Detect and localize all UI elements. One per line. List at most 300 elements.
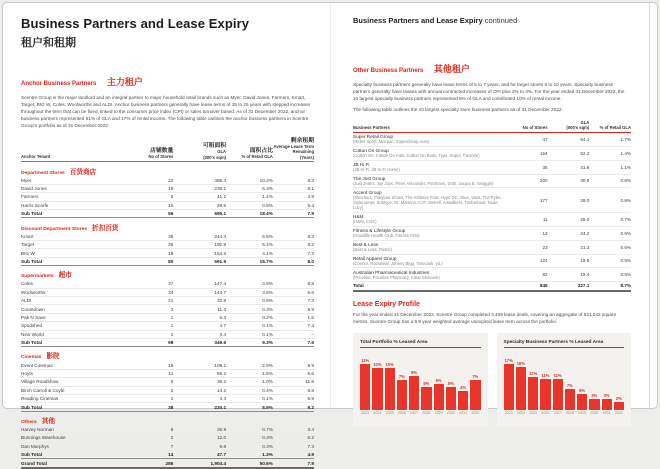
subtotal-row — [21, 257, 314, 265]
subtotal-row — [21, 338, 314, 346]
x-axis-label: 2029 — [578, 411, 587, 416]
specialty-partners-chart — [497, 333, 632, 427]
tenant-name: ALDI — [21, 297, 132, 305]
value-years: 8.3 — [273, 233, 314, 241]
value-stores: 80 — [132, 257, 173, 265]
section-label-en: Cinemas — [21, 355, 42, 361]
anchor-table-header — [21, 134, 314, 162]
table-row — [353, 213, 631, 227]
chart-bar-group — [470, 353, 480, 415]
value-pct: 4.1% — [226, 249, 273, 257]
value-pct: 0.3% — [226, 305, 273, 313]
tenant-name: BIG W — [21, 249, 132, 257]
bar-value-label: 17% — [504, 357, 513, 363]
value-gla: 4.7 — [173, 322, 226, 330]
value-stores: 23 — [509, 240, 548, 254]
tenant-name: Harris Scarfe — [21, 201, 132, 209]
x-axis-label: 2028 — [565, 411, 574, 416]
section-label-zh: 其他 — [41, 417, 55, 425]
value-pct: 0.8% — [226, 201, 273, 209]
value-pct: 8.7% — [589, 282, 631, 291]
tenant-name: Dan Murphys — [21, 442, 132, 450]
partner-name: Best & Less — [353, 241, 379, 247]
value-years: 8.0 — [273, 257, 314, 265]
chart-bar — [553, 379, 563, 410]
table-row — [21, 249, 314, 257]
value-years: 8.2 — [273, 240, 314, 248]
partner-brands: (Priceline, Priceline Pharmacy, Clear Skincare) — [353, 274, 440, 280]
chart-bar — [385, 368, 395, 410]
value-gla: 12.0 — [173, 434, 226, 442]
value-stores: 92 — [509, 268, 548, 282]
value-gla: 386.3 — [173, 177, 226, 185]
x-axis-label: 2024 — [373, 411, 382, 416]
section-label — [21, 218, 314, 233]
bar-value-label: 7% — [398, 373, 405, 379]
specialty-paragraph-2: The following table outlines the 10 largest specialty store business partners as of 31 December 2022: — [353, 107, 563, 113]
value-pct: 50.6% — [226, 459, 273, 468]
anchor-table-body — [21, 162, 314, 468]
value-stores: 21 — [132, 297, 173, 305]
value-pct: 0.1% — [226, 322, 273, 330]
anchor-intro-paragraph: Scentre Group is the major landlord and an integral partner to major household retail brands such as Myer, David Jones, Farmers, Kmart, Target, BIG W, Coles, Woolworths and ALDI. Anchor business partners generally have lease terms of 15 to 25 years with stepped increases throughout the term that can be fixed, linked to the consumer price index (CPI) or sales turnover based. As of 31 December 2022, anchor business partners represented 51% of GLA and 17% of rental income. The following table outlines the anchor business partners in Scentre Group's portfolio as of 31 December 2022: — [21, 95, 311, 129]
table-row — [21, 369, 314, 377]
value-stores: 154 — [509, 146, 548, 160]
report-spread — [2, 2, 658, 466]
value-years: 6.6 — [273, 288, 314, 296]
value-stores: 35 — [509, 160, 548, 174]
table-row — [21, 177, 314, 185]
bar-value-label: 16% — [516, 360, 525, 366]
value-stores: 1 — [132, 330, 173, 338]
value-stores: 124 — [509, 254, 548, 268]
chart-bar — [458, 391, 468, 410]
value-years: 8.8 — [273, 386, 314, 394]
partner-cell — [353, 213, 509, 227]
value-stores: 35 — [132, 233, 173, 241]
bar-value-label: 12% — [529, 370, 538, 376]
value-years: 7.3 — [273, 442, 314, 450]
partner-name: H&M — [353, 214, 364, 220]
value-gla: 349.6 — [173, 338, 226, 346]
section-label-zh: 折扣百货 — [92, 224, 119, 232]
bar-value-label: 11% — [361, 357, 370, 363]
section-label-en: Supermarkets — [21, 274, 54, 280]
table-row — [21, 305, 314, 313]
table-row — [353, 133, 631, 147]
tenant-name: Sub Total — [21, 403, 132, 411]
value-pct: 5.9% — [226, 403, 273, 411]
value-gla: 244.4 — [173, 233, 226, 241]
chart-bar — [434, 384, 444, 410]
x-axis-label: 2024 — [516, 411, 525, 416]
value-stores: 10 — [132, 201, 173, 209]
tenant-name: Sub Total — [21, 451, 132, 459]
value-pct: 1.7% — [589, 133, 631, 147]
value-pct: 0.3% — [226, 442, 273, 450]
x-axis-label: 2030 — [590, 411, 599, 416]
partner-cell — [353, 268, 509, 282]
value-gla: 47.7 — [173, 451, 226, 459]
x-axis-label: 2028 — [422, 411, 431, 416]
value-years: 9.2 — [273, 403, 314, 411]
table-row — [21, 361, 314, 369]
tenant-name: New World — [21, 330, 132, 338]
x-axis-label: 2027 — [553, 411, 562, 416]
total-row — [353, 282, 631, 291]
value-stores: 1 — [132, 394, 173, 402]
value-gla: 147.4 — [173, 280, 226, 288]
value-years: 4.9 — [273, 451, 314, 459]
specialty-table-header — [353, 119, 631, 132]
table-row — [21, 313, 314, 321]
value-pct: 0.9% — [226, 297, 273, 305]
value-stores: 177 — [509, 188, 548, 213]
value-pct: 5.1% — [226, 240, 273, 248]
value-stores: 5 — [132, 426, 173, 434]
value-gla: 24.2 — [548, 226, 590, 240]
bar-value-label: 5% — [579, 387, 586, 393]
value-gla: 6.3 — [173, 313, 226, 321]
value-gla: 9.8 — [173, 442, 226, 450]
value-gla: 41.2 — [173, 193, 226, 201]
value-pct: 0.4% — [226, 386, 273, 394]
chart-bar-group — [458, 353, 468, 415]
header-gla: GLA (000's sqm) — [566, 120, 590, 131]
partner-cell — [353, 226, 509, 240]
value-pct: 18.4% — [226, 210, 273, 218]
value-gla: 25.0 — [548, 213, 590, 227]
value-stores: 47 — [509, 133, 548, 147]
x-axis-label: 2023 — [504, 411, 513, 416]
chart-bar — [397, 380, 407, 410]
value-gla: 38.2 — [173, 378, 226, 386]
value-stores: 2 — [132, 434, 173, 442]
value-stores: 34 — [132, 288, 173, 296]
section-label-en: Department Stores — [21, 170, 65, 176]
bar-value-label: 5% — [447, 380, 454, 386]
chart-bar-group — [577, 353, 587, 415]
value-years: – — [273, 330, 314, 338]
section-label-zh: 其他租户 — [433, 64, 470, 74]
table-row — [21, 386, 314, 394]
bar-value-label: 5% — [423, 380, 430, 386]
tenant-name: Sub Total — [21, 257, 132, 265]
chart-bar — [504, 364, 514, 410]
lease-expiry-paragraph: For the year ended 31 December 2022, Scentre Group completed 3,409 lease deals, covering an aggregate of 531,042 square metres. Scentre Group has a 5.8 year weighted average unexpired lease term across the portfolio. — [353, 311, 617, 324]
partner-cell — [353, 188, 509, 213]
chart-bar — [540, 379, 550, 410]
value-pct: 0.8% — [589, 188, 631, 213]
partner-brands: (Just Jeans, Jay Jays, Peter Alexander, Portmans, Dotti, Jacqui E, Smiggle) — [353, 180, 494, 186]
continued-header-suffix: continued — [484, 16, 518, 25]
value-pct: 0.7% — [589, 213, 631, 227]
chart-bar-group — [516, 353, 526, 415]
chart-bar-group — [360, 353, 370, 415]
chart-bar-group — [589, 353, 599, 415]
value-gla: 64.1 — [548, 133, 590, 147]
table-row — [353, 268, 631, 282]
subtotal-row — [21, 403, 314, 411]
partner-cell — [353, 146, 509, 160]
table-row — [353, 160, 631, 174]
chart-bar — [528, 377, 538, 410]
partner-brands: (JB Hi Fi, JB Hi Fi Home) — [353, 166, 400, 172]
header-no-of-stores: No of Stores — [522, 125, 548, 131]
value-pct: 1.4% — [589, 146, 631, 160]
chart-bar — [421, 387, 431, 410]
value-pct: 0.3% — [226, 434, 273, 442]
tenant-name: Target — [21, 240, 132, 248]
value-years: 4.9 — [273, 193, 314, 201]
value-gla: 14.2 — [173, 386, 226, 394]
bar-value-label: 3% — [591, 392, 598, 398]
value-stores: 98 — [132, 338, 173, 346]
section-label-en: Anchor Business Partners — [21, 81, 97, 87]
table-row — [21, 201, 314, 209]
chart-bar-group — [540, 353, 550, 415]
section-label-en: Other Business Partners — [353, 68, 424, 74]
table-row — [353, 226, 631, 240]
value-pct: 6.3% — [226, 184, 273, 192]
value-gla: 30.6 — [548, 174, 590, 188]
table-row — [21, 193, 314, 201]
section-label-en: Others — [21, 419, 37, 425]
chart-bar-group — [385, 353, 395, 415]
value-gla: 41.8 — [548, 160, 590, 174]
value-stores: 845 — [509, 282, 548, 291]
x-axis-label: 2025 — [385, 411, 394, 416]
x-axis-label: 2032 — [471, 411, 480, 416]
tenant-name: Bunnings Warehouse — [21, 434, 132, 442]
left-page — [3, 3, 330, 466]
total-portfolio-chart — [353, 333, 488, 427]
partner-name: The Just Group — [353, 175, 386, 181]
table-row — [353, 254, 631, 268]
section-label-zh: 影院 — [46, 353, 60, 361]
chart-bar — [470, 380, 480, 410]
table-row — [21, 426, 314, 434]
value-years: 6.2 — [273, 434, 314, 442]
value-pct: 9.3% — [226, 338, 273, 346]
value-pct: 0.6% — [589, 226, 631, 240]
value-stores: 286 — [132, 459, 173, 468]
value-years: 7.3 — [273, 297, 314, 305]
partner-name: Retail Apparel Group — [353, 255, 397, 261]
chart-bar — [602, 399, 612, 410]
value-years: 6.6 — [273, 369, 314, 377]
chart-bar — [516, 367, 526, 410]
header-anchor-tenant: Anchor Tenant — [21, 154, 51, 160]
partner-brands: (Goodlife Health Club, Fitness First) — [353, 233, 420, 239]
x-axis-label: 2026 — [397, 411, 406, 416]
specialty-table — [353, 119, 631, 291]
chart-bar — [372, 368, 382, 410]
partner-name: JB Hi Fi — [353, 161, 370, 167]
partner-cell — [353, 254, 509, 268]
table-row — [21, 322, 314, 330]
x-axis-label: 2026 — [541, 411, 550, 416]
value-stores: 56 — [132, 210, 173, 218]
bar-value-label: 10% — [385, 361, 394, 367]
chart-bars — [360, 353, 481, 415]
bar-value-label: 4% — [460, 384, 467, 390]
value-stores: 3 — [132, 305, 173, 313]
chart-bar-group — [372, 353, 382, 415]
value-stores: 26 — [132, 240, 173, 248]
bar-value-label: 8% — [411, 369, 418, 375]
chart-bar-group — [397, 353, 407, 415]
grand-total-row — [21, 459, 314, 468]
tenant-name: Harvey Norman — [21, 426, 132, 434]
tenant-name: Farmers — [21, 193, 132, 201]
tenant-name: Woolworths — [21, 288, 132, 296]
value-pct: 15.7% — [226, 257, 273, 265]
value-years: 8.3 — [273, 177, 314, 185]
subtotal-row — [21, 451, 314, 459]
value-gla: 21.3 — [548, 240, 590, 254]
partner-cell — [353, 174, 509, 188]
section-label — [21, 266, 314, 281]
chart-bar — [614, 402, 624, 410]
partner-name: Accent Group — [353, 189, 382, 195]
table-row — [21, 280, 314, 288]
value-stores: 200 — [509, 174, 548, 188]
value-pct: 0.5% — [589, 268, 631, 282]
value-pct: 3.8% — [226, 288, 273, 296]
table-row — [21, 434, 314, 442]
value-years: 8.8 — [273, 280, 314, 288]
chart-bar — [409, 376, 419, 410]
value-years: 7.9 — [273, 459, 314, 468]
table-section-row — [21, 162, 314, 177]
tenant-name: Village Roadshow — [21, 378, 132, 386]
table-row — [21, 240, 314, 248]
value-pct: 1.5% — [226, 369, 273, 377]
bar-value-label: 11% — [553, 372, 562, 378]
header-gla: 可租面积 GLA (000's sqm) — [202, 143, 227, 160]
value-gla: 327.1 — [548, 282, 590, 291]
value-years: 5.4 — [273, 201, 314, 209]
lease-expiry-heading: Lease Expiry Profile — [353, 300, 420, 308]
tenant-name: David Jones — [21, 184, 132, 192]
table-row — [21, 378, 314, 386]
partner-brands: (Connor, Rockwear, Johnny Bigg, Tarocash, yd.) — [353, 260, 443, 266]
table-row — [353, 240, 631, 254]
value-gla: 19.5 — [548, 254, 590, 268]
table-row — [21, 288, 314, 296]
value-stores: 6 — [132, 378, 173, 386]
value-stores: 19 — [132, 184, 173, 192]
value-pct: 0.2% — [226, 313, 273, 321]
tenant-name: Myer — [21, 177, 132, 185]
chart-bar-group — [409, 353, 419, 415]
bar-value-label: 11% — [541, 372, 550, 378]
value-stores: 13 — [509, 226, 548, 240]
x-axis-label: 2032 — [614, 411, 623, 416]
right-page — [330, 3, 657, 416]
chart-bar — [577, 394, 587, 410]
value-gla: 11.3 — [173, 305, 226, 313]
tenant-name: Sub Total — [21, 338, 132, 346]
tenant-name: Spudshed — [21, 322, 132, 330]
specialty-paragraph-1: Specialty business partners generally have lease terms of 5 to 7 years, and for larger stores 5 to 10 years. Specialty business partners generally have leases with annual contracted increases of CPI plus 2% to 3%. For the year ended 31 December 2022, the 10 largest specialty business partners represented 9% of GLA and contributed 10% of rental income. — [353, 82, 625, 102]
partner-name: Cotton On Group — [353, 148, 389, 154]
chart-bar-group — [434, 353, 444, 415]
value-stores: 19 — [132, 249, 173, 257]
chart-bar — [446, 387, 456, 410]
chart-bar — [589, 399, 599, 410]
value-pct: 0.7% — [226, 426, 273, 434]
partner-name: Australian Pharmaceutical Industries — [353, 269, 430, 275]
tenant-name: Coles — [21, 280, 132, 288]
value-gla: 29.5 — [173, 201, 226, 209]
value-gla: 154.6 — [173, 249, 226, 257]
header-no-of-stores: 店铺数量 No of Stores — [148, 148, 174, 160]
value-pct: 0.6% — [589, 240, 631, 254]
x-axis-label: 2023 — [361, 411, 370, 416]
partner-brands: (H&M, COS) — [353, 219, 377, 225]
chart-bar-group — [446, 353, 456, 415]
bar-value-label: 2% — [615, 395, 622, 401]
lease-expiry-charts — [353, 333, 631, 427]
partner-brands: (Rebel Sport, Macpac, Supercheap Auto) — [353, 139, 430, 145]
table-section-row — [21, 218, 314, 233]
value-pct: 6.5% — [226, 233, 273, 241]
bar-value-label: 7% — [472, 373, 479, 379]
value-years: 6.9 — [273, 394, 314, 402]
table-section-row — [21, 411, 314, 426]
bar-value-label: 7% — [566, 382, 573, 388]
section-label — [21, 162, 314, 177]
value-stores: 22 — [132, 177, 173, 185]
chart-bars — [504, 353, 625, 415]
table-row — [21, 184, 314, 192]
tenant-name: Kmart — [21, 233, 132, 241]
header-business-partners: Business Partners — [353, 125, 390, 131]
value-gla: 192.9 — [173, 240, 226, 248]
value-gla: 238.1 — [173, 184, 226, 192]
value-gla: 1,904.4 — [173, 459, 226, 468]
chart-bar-group — [565, 353, 575, 415]
value-gla: 55.2 — [173, 369, 226, 377]
value-pct: 3.9% — [226, 280, 273, 288]
x-axis-label: 2031 — [602, 411, 611, 416]
total-label: Total — [353, 282, 509, 291]
partner-cell — [353, 160, 509, 174]
table-section-row — [21, 347, 314, 362]
value-pct: 0.5% — [589, 254, 631, 268]
table-row — [21, 394, 314, 402]
partner-brands: (Skechers, Platypus Shoes, The Athletes Foot, Hype DC, Glue, Vans, TheTrybe, Stylerunner, Subtype, Dr. Martens, CAT, Merrell, Airwalkers, Timberland, Nude Lucy) — [353, 194, 502, 211]
value-stores: 11 — [132, 369, 173, 377]
tenant-name: Hoyts — [21, 369, 132, 377]
continued-header-title: Business Partners and Lease Expiry — [353, 16, 483, 25]
value-gla: 3.4 — [173, 330, 226, 338]
x-axis-label: 2029 — [434, 411, 443, 416]
value-stores: 18 — [132, 361, 173, 369]
x-axis-label: 2030 — [446, 411, 455, 416]
value-gla: 4.3 — [173, 394, 226, 402]
value-years: 11.8 — [273, 378, 314, 386]
value-stores: 11 — [509, 213, 548, 227]
value-years: 1.5 — [273, 313, 314, 321]
partner-cell — [353, 133, 509, 147]
value-stores: 38 — [132, 403, 173, 411]
section-label-zh: 超市 — [58, 272, 72, 280]
section-label-zh: 主力租户 — [106, 77, 143, 87]
value-stores: 7 — [132, 442, 173, 450]
